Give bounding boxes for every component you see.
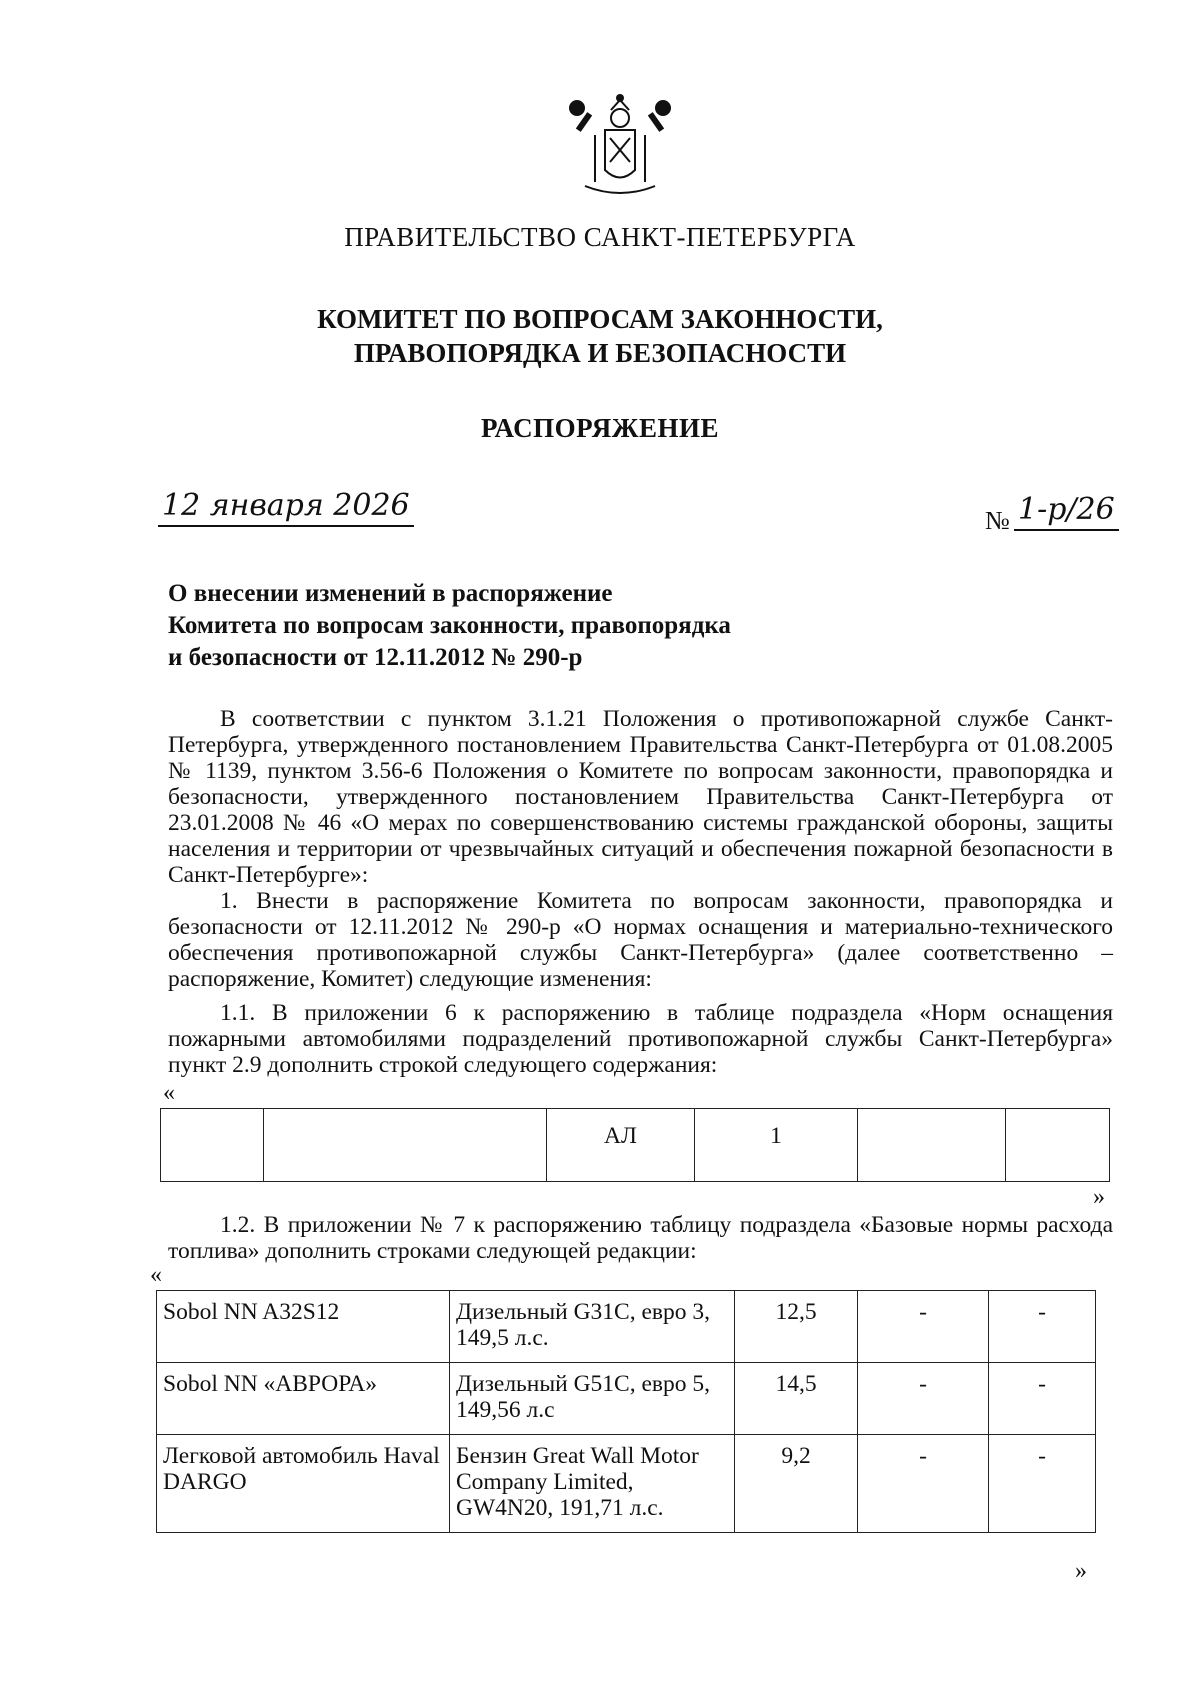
document-date: 12 января 2026 — [158, 488, 414, 527]
document-type: РАСПОРЯЖЕНИЕ — [480, 413, 720, 443]
table-row — [157, 1363, 1096, 1435]
item-1-1-paragraph: 1.1. В приложении 6 к распоряжению в таблице подраздела «Норм оснащения пожарными автомобилями подразделений противопожарной службы Санкт-Петербурга» пункт 2.9 дополнить строкой следующего содержания: — [168, 1000, 1113, 1078]
table-cell: 1 — [695, 1109, 858, 1182]
model-cell: Легковой автомобиль Haval DARGO — [157, 1435, 450, 1533]
table1-close-quote: » — [1093, 1184, 1105, 1210]
document-number: 1-р/26 — [1014, 492, 1119, 531]
table-row — [157, 1435, 1096, 1533]
rate-cell: 12,5 — [735, 1291, 858, 1363]
rate-cell: 14,5 — [735, 1363, 858, 1435]
item-1-paragraph: 1. Внести в распоряжение Комитета по вопросам законности, правопорядка и безопасности от 12.11.2012 № 290-р «О нормах оснащения и материально-технического обеспечения противопожарной службы Санкт-Петербурга» (далее соответственно – распоряжение, Комитет) следующие изменения: — [168, 888, 1113, 992]
number-label: № — [985, 506, 1010, 535]
committee-title-line1: КОМИТЕТ ПО ВОПРОСАМ ЗАКОННОСТИ, — [317, 304, 883, 334]
table-row — [161, 1109, 1110, 1182]
table-cell — [1006, 1109, 1110, 1182]
engine-cell: Бензин Great Wall Motor Company Limited, GW4N20, 191,71 л.с. — [450, 1435, 735, 1533]
table-cell — [264, 1109, 547, 1182]
value-cell: - — [858, 1291, 989, 1363]
engine-cell: Дизельный G51C, евро 5, 149,56 л.с — [450, 1363, 735, 1435]
value-cell: - — [858, 1435, 989, 1533]
document-subject — [168, 578, 868, 674]
model-cell: Sobol NN A32S12 — [157, 1291, 450, 1363]
coat-of-arms-emblem — [555, 90, 685, 200]
table2-close-quote: » — [1075, 1558, 1087, 1584]
subject-line2: Комитета по вопросам законности, правопорядка — [168, 612, 731, 639]
table-row — [157, 1291, 1096, 1363]
table-cell: АЛ — [547, 1109, 695, 1182]
engine-cell: Дизельный G31C, евро 3, 149,5 л.с. — [450, 1291, 735, 1363]
rate-cell: 9,2 — [735, 1435, 858, 1533]
subject-line1: О внесении изменений в распоряжение — [168, 580, 613, 607]
table1-open-quote: « — [163, 1080, 175, 1106]
table-cell — [161, 1109, 264, 1182]
preamble-paragraph: В соответствии с пунктом 3.1.21 Положения о противопожарной службе Санкт-Петербурга, утвержденного постановлением Правительства Санкт-Петербурга от 01.08.2005 № 1139, пунктом 3.56-6 Положения о Комитете по вопросам законности, правопорядка и безопасности, утвержденного постановлением Правительства Санкт-Петербурга от 23.01.2008 № 46 «О мерах по совершенствованию системы гражданской обороны, защиты населения и территории от чрезвычайных ситуаций и обеспечения пожарной безопасности в Санкт-Петербурге»: — [168, 706, 1113, 888]
value-cell: - — [989, 1435, 1096, 1533]
government-title: ПРАВИТЕЛЬСТВО САНКТ-ПЕТЕРБУРГА — [344, 222, 856, 252]
committee-title-line2: ПРАВОПОРЯДКА И БЕЗОПАСНОСТИ — [353, 338, 847, 368]
fleet-norm-table — [160, 1108, 1110, 1182]
committee-title — [0, 302, 1200, 370]
fuel-rate-table — [156, 1290, 1096, 1533]
value-cell: - — [858, 1363, 989, 1435]
value-cell: - — [989, 1291, 1096, 1363]
table-cell — [858, 1109, 1006, 1182]
model-cell: Sobol NN «АВРОРА» — [157, 1363, 450, 1435]
table2-open-quote: « — [150, 1262, 162, 1288]
subject-line3: и безопасности от 12.11.2012 № 290-р — [168, 644, 583, 671]
value-cell: - — [989, 1363, 1096, 1435]
item-1-2-paragraph: 1.2. В приложении № 7 к распоряжению таблицу подраздела «Базовые нормы расхода топлива» дополнить строками следующей редакции: — [168, 1212, 1113, 1264]
